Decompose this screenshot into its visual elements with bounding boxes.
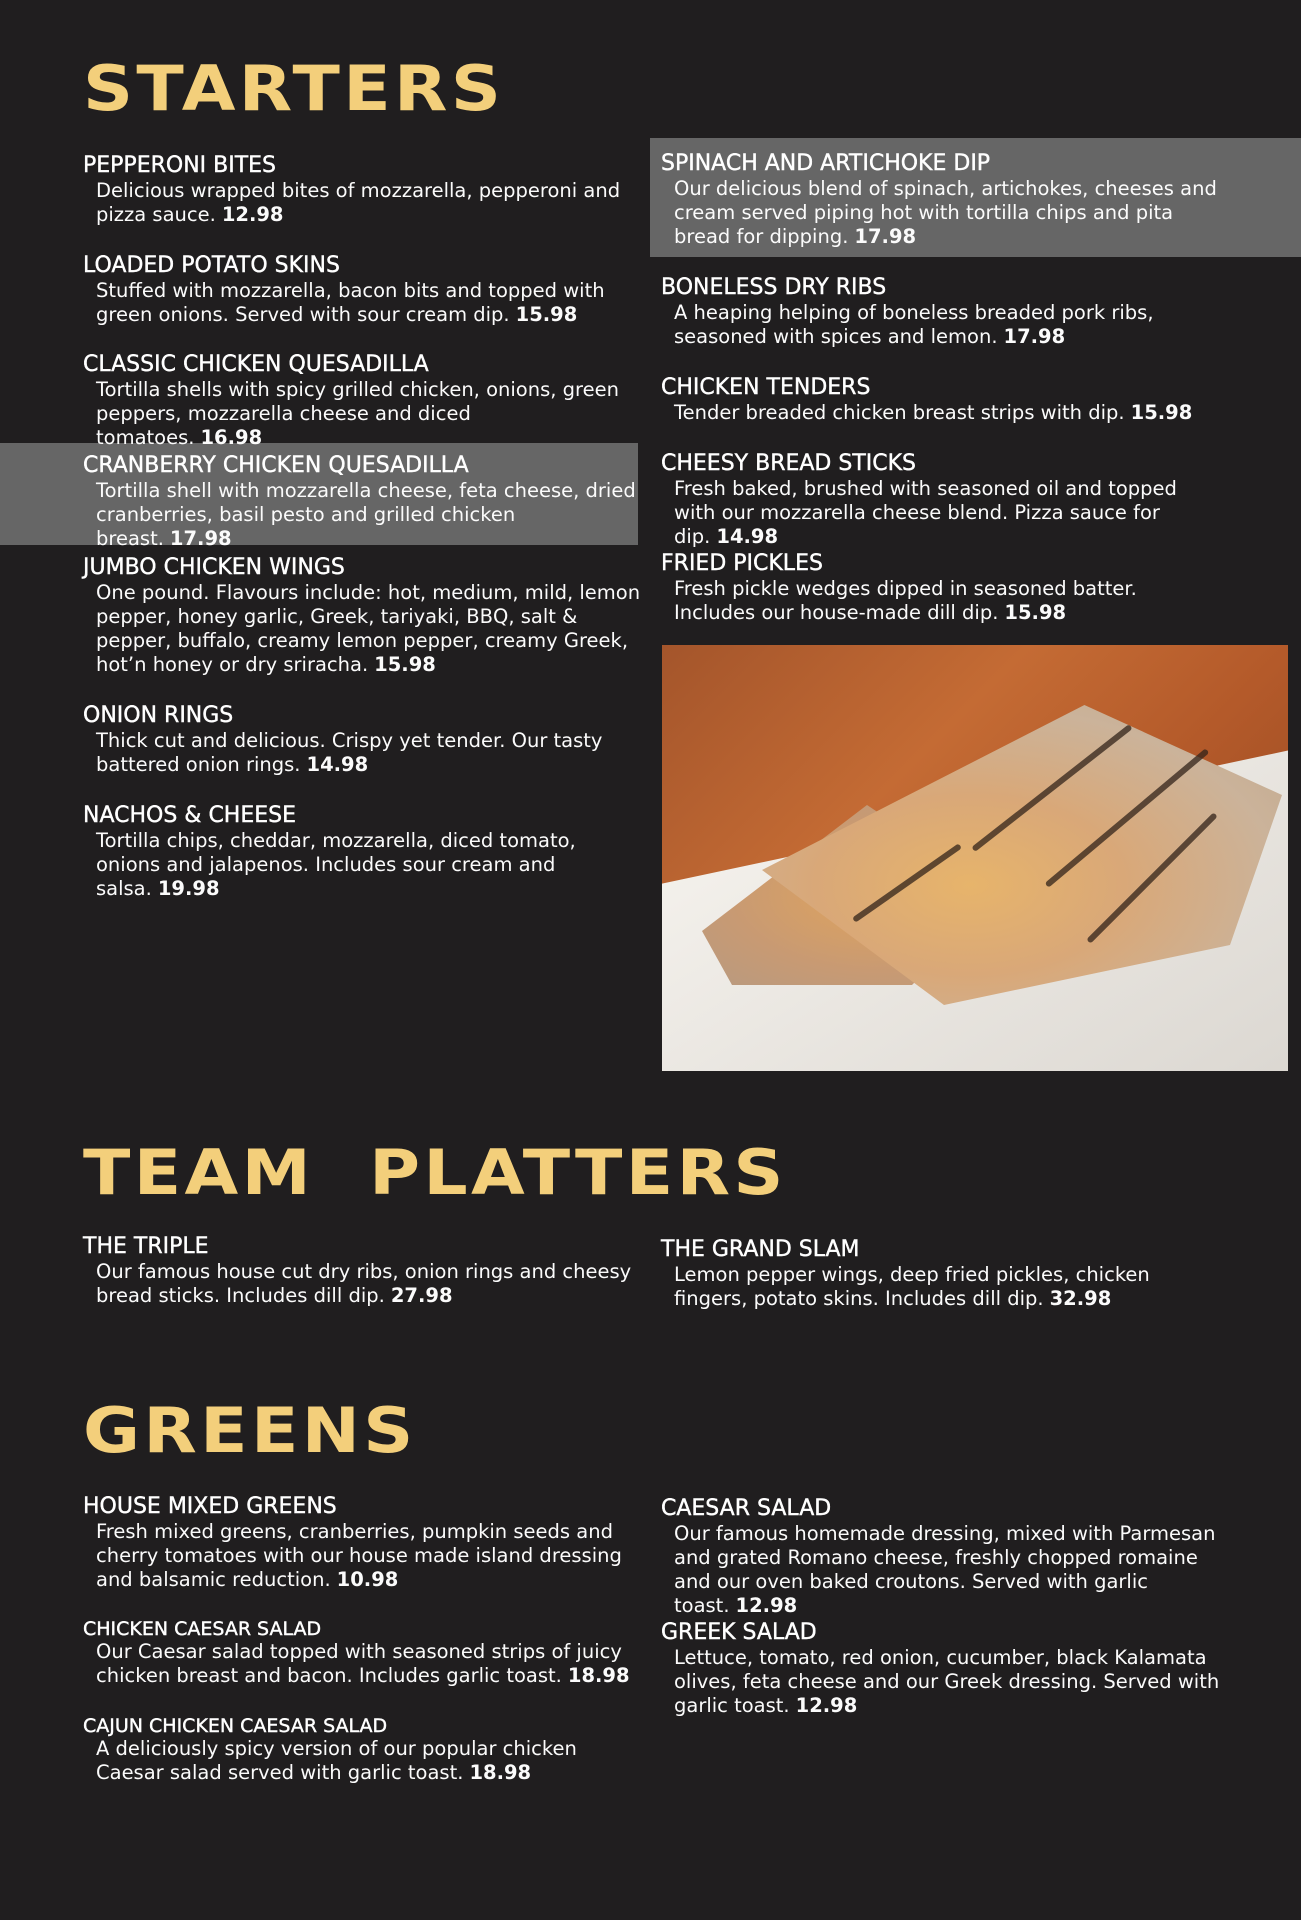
item-price: 12.98 <box>735 1594 798 1617</box>
menu-item-nachos-cheese <box>83 803 643 901</box>
item-name: BONELESS DRY RIBS <box>661 275 887 300</box>
item-name: CHICKEN CAESAR SALAD <box>83 1618 322 1640</box>
menu-item-loaded-potato-skins <box>83 253 643 327</box>
item-price: 15.98 <box>374 653 436 676</box>
item-price: 18.98 <box>469 1761 532 1784</box>
item-name: CLASSIC CHICKEN QUESADILLA <box>83 352 429 377</box>
item-price: 14.98 <box>306 753 369 776</box>
item-name: CAESAR SALAD <box>661 1496 832 1521</box>
item-description: A heaping helping of boneless breaded pork ribs, seasoned with spices and lemon. 17.98 <box>674 301 1154 348</box>
item-price: 16.98 <box>200 426 263 449</box>
item-price: 19.98 <box>157 877 220 900</box>
item-description: Fresh mixed greens, cranberries, pumpkin seeds and cherry tomatoes with our house made island dressing and balsamic reduction. 10.98 <box>96 1520 622 1591</box>
menu-item-house-mixed-greens <box>83 1494 643 1592</box>
menu-item-spinach-artichoke-dip <box>661 151 1221 249</box>
item-name: FRIED PICKLES <box>661 551 823 576</box>
menu-item-boneless-dry-ribs <box>661 275 1221 349</box>
item-price: 12.98 <box>795 1694 858 1717</box>
team-platters-heading: TEAM PLATTERS <box>83 1136 787 1209</box>
item-description: Tender breaded chicken breast strips with dip. 15.98 <box>674 401 1193 424</box>
menu-item-the-grand-slam <box>661 1237 1221 1311</box>
starters-heading: STARTERS <box>83 52 505 125</box>
item-description: Tortilla shells with spicy grilled chicken, onions, green peppers, mozzarella cheese and diced tomatoes. 16.98 <box>96 378 619 449</box>
item-name: CRANBERRY CHICKEN QUESADILLA <box>83 453 469 478</box>
item-name: GREEK SALAD <box>661 1620 817 1645</box>
menu-item-pepperoni-bites <box>83 153 643 227</box>
item-name: PEPPERONI BITES <box>83 153 277 178</box>
item-description: Tortilla shell with mozzarella cheese, feta cheese, dried cranberries, basil pesto and grilled chicken breast. 17.98 <box>96 479 636 550</box>
item-name: CAJUN CHICKEN CAESAR SALAD <box>83 1715 388 1737</box>
item-description: Stuffed with mozzarella, bacon bits and topped with green onions. Served with sour cream dip. 15.98 <box>96 279 605 326</box>
item-name: CHEESY BREAD STICKS <box>661 451 917 476</box>
item-price: 15.98 <box>1004 601 1067 624</box>
item-price: 17.98 <box>169 527 232 550</box>
item-price: 10.98 <box>336 1568 399 1591</box>
menu-item-onion-rings <box>83 703 643 777</box>
item-name: THE TRIPLE <box>83 1234 209 1259</box>
item-description: Fresh baked, brushed with seasoned oil and topped with our mozzarella cheese blend. Pizza sauce for dip. 14.98 <box>674 477 1177 548</box>
menu-item-jumbo-chicken-wings <box>83 555 643 677</box>
item-description: Tortilla chips, cheddar, mozzarella, diced tomato, onions and jalapenos. Includes sour cream and salsa. 19.98 <box>96 829 576 900</box>
menu-item-chicken-caesar-salad <box>83 1618 643 1688</box>
item-name: CHICKEN TENDERS <box>661 375 871 400</box>
item-name: THE GRAND SLAM <box>661 1237 860 1262</box>
menu-item-cheesy-bread-sticks <box>661 451 1221 549</box>
item-description: One pound. Flavours include: hot, medium, mild, lemon pepper, honey garlic, Greek, tariyaki, BBQ, salt & pepper, buffalo, creamy lemon pepper, creamy Greek, hot’n honey or dry sriracha. 15.98 <box>96 581 641 676</box>
item-description: Lettuce, tomato, red onion, cucumber, black Kalamata olives, feta cheese and our Greek dressing. Served with garlic toast. 12.98 <box>674 1646 1220 1717</box>
item-price: 17.98 <box>854 225 917 248</box>
menu-item-cajun-chicken-caesar-salad <box>83 1715 643 1785</box>
item-description: A deliciously spicy version of our popular chicken Caesar salad served with garlic toast. 18.98 <box>96 1737 577 1784</box>
item-price: 12.98 <box>221 203 284 226</box>
item-price: 17.98 <box>1003 325 1066 348</box>
quesadilla-food-photo <box>662 645 1288 1071</box>
menu-item-chicken-tenders <box>661 375 1221 425</box>
item-name: NACHOS & CHEESE <box>83 803 297 828</box>
menu-item-caesar-salad <box>661 1496 1231 1618</box>
item-name: SPINACH AND ARTICHOKE DIP <box>661 151 991 176</box>
item-price: 15.98 <box>515 303 578 326</box>
item-name: LOADED POTATO SKINS <box>83 253 340 278</box>
item-description: Our famous homemade dressing, mixed with Parmesan and grated Romano cheese, freshly chopped romaine and our oven baked croutons. Served with garlic toast. 12.98 <box>674 1522 1216 1617</box>
greens-heading: GREENS <box>83 1394 417 1467</box>
item-description: Our delicious blend of spinach, artichokes, cheeses and cream served piping hot with tortilla chips and pita bread for dipping. 17.98 <box>674 177 1217 248</box>
item-price: 27.98 <box>390 1284 453 1307</box>
menu-item-the-triple <box>83 1234 643 1308</box>
menu-item-classic-chicken-quesadilla <box>83 352 643 450</box>
item-name: JUMBO CHICKEN WINGS <box>83 555 345 580</box>
menu-item-greek-salad <box>661 1620 1221 1718</box>
item-description: Lemon pepper wings, deep fried pickles, chicken fingers, potato skins. Includes dill dip. 32.98 <box>674 1263 1150 1310</box>
item-description: Our Caesar salad topped with seasoned strips of juicy chicken breast and bacon. Includes garlic toast. 18.98 <box>96 1640 630 1687</box>
item-description: Thick cut and delicious. Crispy yet tender. Our tasty battered onion rings. 14.98 <box>96 729 603 776</box>
menu-item-fried-pickles <box>661 551 1221 625</box>
menu-item-cranberry-chicken-quesadilla <box>83 453 643 551</box>
item-name: HOUSE MIXED GREENS <box>83 1494 337 1519</box>
item-description: Fresh pickle wedges dipped in seasoned batter. Includes our house-made dill dip. 15.98 <box>674 577 1137 624</box>
item-description: Our famous house cut dry ribs, onion rings and cheesy bread sticks. Includes dill dip. 27.98 <box>96 1260 632 1307</box>
item-price: 32.98 <box>1049 1287 1112 1310</box>
item-name: ONION RINGS <box>83 703 234 728</box>
item-price: 15.98 <box>1130 401 1193 424</box>
item-price: 14.98 <box>716 525 779 548</box>
item-description: Delicious wrapped bites of mozzarella, pepperoni and pizza sauce. 12.98 <box>96 179 621 226</box>
item-price: 18.98 <box>567 1664 630 1687</box>
